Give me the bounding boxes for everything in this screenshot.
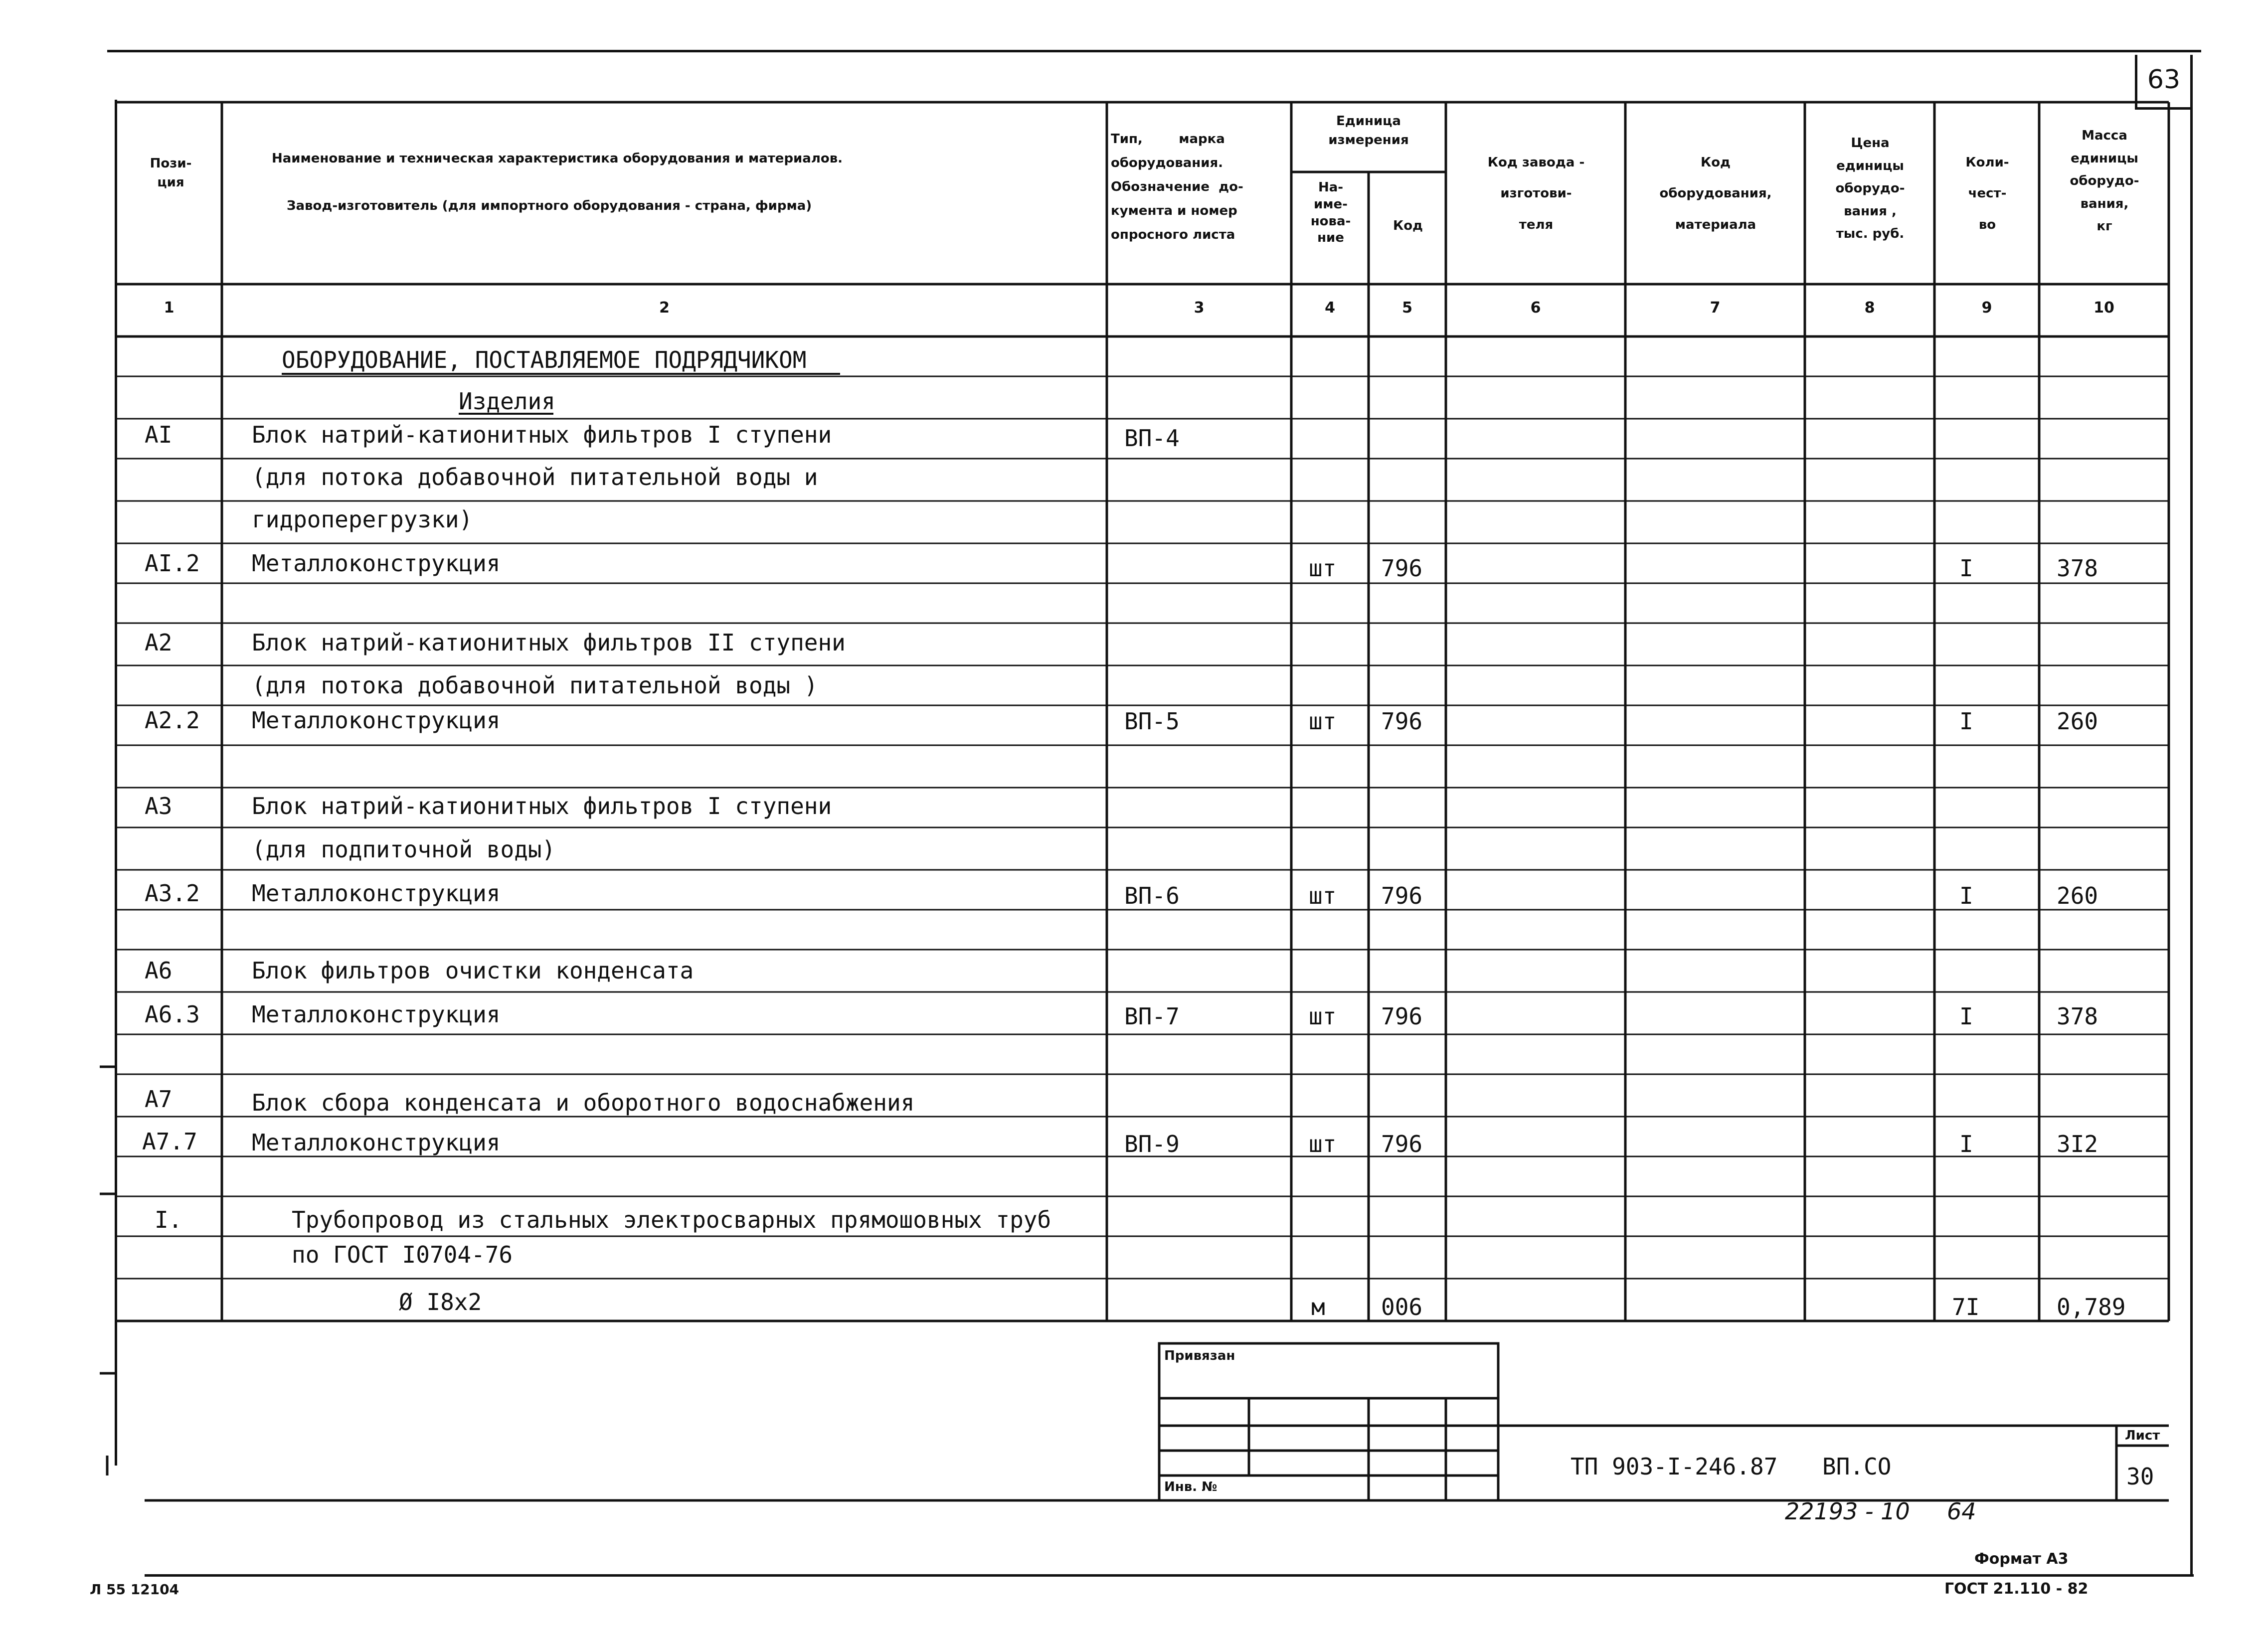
row-mass: 0,789 xyxy=(2057,1294,2126,1320)
col-number-10: 10 xyxy=(2094,299,2114,317)
row-position: A2.2 xyxy=(145,707,200,734)
col-number-1: 1 xyxy=(164,299,174,317)
header-position: Пози- ция xyxy=(150,156,192,190)
row-name: гидроперегрузки) xyxy=(252,506,473,533)
row-quantity: I xyxy=(1959,1131,1973,1157)
col-number-3: 3 xyxy=(1194,299,1205,317)
header-unit-name: На- име- нова- ние xyxy=(1310,180,1351,246)
row-type: ВП-5 xyxy=(1124,708,1180,735)
col-number-4: 4 xyxy=(1325,299,1335,317)
col-number-6: 6 xyxy=(1530,299,1541,317)
row-name: Блок натрий-катионитных фильтров I ступени xyxy=(252,793,832,819)
row-type: ВП-7 xyxy=(1124,1003,1180,1030)
header-unit-code: Код xyxy=(1393,218,1423,233)
row-type: ВП-4 xyxy=(1124,425,1180,452)
row-position: AI xyxy=(145,421,173,448)
stamp-inv-label: Инв. № xyxy=(1164,1479,1218,1494)
header-factory-code: Код завода - изготови- теля xyxy=(1487,155,1585,232)
row-position: A3.2 xyxy=(145,880,200,907)
row-name: Трубопровод из стальных электросварных прямошовных труб xyxy=(292,1206,1051,1233)
row-name: Металлоконструкция xyxy=(252,880,501,907)
row-name: (для потока добавочной питательной воды ) xyxy=(252,672,818,699)
row-name: Блок натрий-катионитных фильтров I ступени xyxy=(252,421,832,448)
row-name: Блок натрий-катионитных фильтров II ступени xyxy=(252,629,846,656)
col-number-5: 5 xyxy=(1402,299,1412,317)
col-number-7: 7 xyxy=(1710,299,1721,317)
sheet-number: 30 xyxy=(2126,1463,2154,1490)
document-mark: ВП.СО xyxy=(1822,1453,1892,1480)
row-quantity: I xyxy=(1959,1003,1973,1030)
row-name: Металлоконструкция xyxy=(252,1001,501,1028)
row-name: Блок сбора конденсата и оборотного водоснабжения xyxy=(252,1089,915,1116)
header-unit-group: Единица измерения xyxy=(1328,114,1409,148)
col-number-9: 9 xyxy=(1981,299,1992,317)
row-name: (для потока добавочной питательной воды и xyxy=(252,464,818,491)
row-mass: 378 xyxy=(2057,1003,2098,1030)
row-unit-code: 006 xyxy=(1381,1294,1423,1320)
row-unit-code: 796 xyxy=(1381,1003,1423,1030)
row-name: Металлоконструкция xyxy=(252,550,501,577)
col-number-8: 8 xyxy=(1864,299,1875,317)
row-unit: шт xyxy=(1309,708,1337,735)
row-position: A7.7 xyxy=(142,1128,197,1155)
row-unit: шт xyxy=(1309,1131,1337,1157)
row-position: A6 xyxy=(145,957,173,984)
row-name: по ГОСТ I0704-76 xyxy=(292,1241,513,1268)
row-unit-code: 796 xyxy=(1381,882,1423,909)
row-name: Металлоконструкция xyxy=(252,707,501,734)
row-name: (для подпиточной воды) xyxy=(252,836,556,863)
row-quantity: I xyxy=(1959,555,1973,582)
row-position: A3 xyxy=(145,793,173,819)
document-code: ТП 903-I-246.87 xyxy=(1570,1453,1778,1480)
col-number-2: 2 xyxy=(659,299,670,317)
row-position: A2 xyxy=(145,629,173,656)
row-name: Ø I8x2 xyxy=(399,1289,482,1315)
page-number: 63 xyxy=(2147,65,2181,95)
row-name: Металлоконструкция xyxy=(252,1129,501,1156)
header-quantity: Коли- чест- во xyxy=(1965,155,2009,232)
header-equipment-code: Код оборудования, материала xyxy=(1659,155,1772,232)
stamp-bound-label: Привязан xyxy=(1164,1348,1235,1363)
row-unit: шт xyxy=(1309,1003,1337,1030)
left-code: Л 55 12104 xyxy=(90,1581,179,1598)
row-unit-code: 796 xyxy=(1381,1131,1423,1157)
row-name: Блок фильтров очистки конденсата xyxy=(252,957,694,984)
row-position: I. xyxy=(155,1206,182,1233)
format-label: Формат А3 xyxy=(1974,1550,2069,1568)
row-type: ВП-6 xyxy=(1124,882,1180,909)
header-mass: Масса единицы оборудо- вания, кг xyxy=(2070,128,2139,234)
row-mass: 260 xyxy=(2057,708,2098,735)
row-mass: 260 xyxy=(2057,882,2098,909)
row-mass: 378 xyxy=(2057,555,2098,582)
row-mass: 3I2 xyxy=(2057,1131,2098,1157)
row-unit-code: 796 xyxy=(1381,555,1423,582)
header-name-line2: Завод-изготовитель (для импортного оборудования - страна, фирма) xyxy=(287,198,812,213)
row-type: ВП-9 xyxy=(1124,1131,1180,1157)
gost-label: ГОСТ 21.110 - 82 xyxy=(1944,1580,2089,1598)
row-unit-code: 796 xyxy=(1381,708,1423,735)
row-position: A7 xyxy=(145,1086,173,1113)
row-quantity: I xyxy=(1959,708,1973,735)
row-unit: шт xyxy=(1309,555,1337,582)
handwritten-sheet: 64 xyxy=(1947,1498,1976,1525)
handwritten-number: 22193 - 10 xyxy=(1785,1498,1910,1525)
sheet-label: Лист xyxy=(2125,1428,2160,1443)
section-heading: ОБОРУДОВАНИЕ, ПОСТАВЛЯЕМОЕ ПОДРЯДЧИКОМ xyxy=(282,346,807,373)
row-unit: шт xyxy=(1309,882,1337,909)
header-price: Цена единицы оборудо- вания , тыс. руб. xyxy=(1835,136,1905,241)
row-position: AI.2 xyxy=(145,550,200,577)
row-unit: м xyxy=(1311,1294,1325,1320)
header-name-line1: Наименование и техническая характеристика оборудования и материалов. xyxy=(272,151,843,166)
subsection-heading: Изделия xyxy=(459,388,555,415)
header-type: Тип, марка оборудования. Обозначение до- кумента и номер опросного листа xyxy=(1111,132,1243,243)
row-position: A6.3 xyxy=(145,1001,200,1028)
row-quantity: I xyxy=(1959,882,1973,909)
row-quantity: 7I xyxy=(1952,1294,1980,1320)
